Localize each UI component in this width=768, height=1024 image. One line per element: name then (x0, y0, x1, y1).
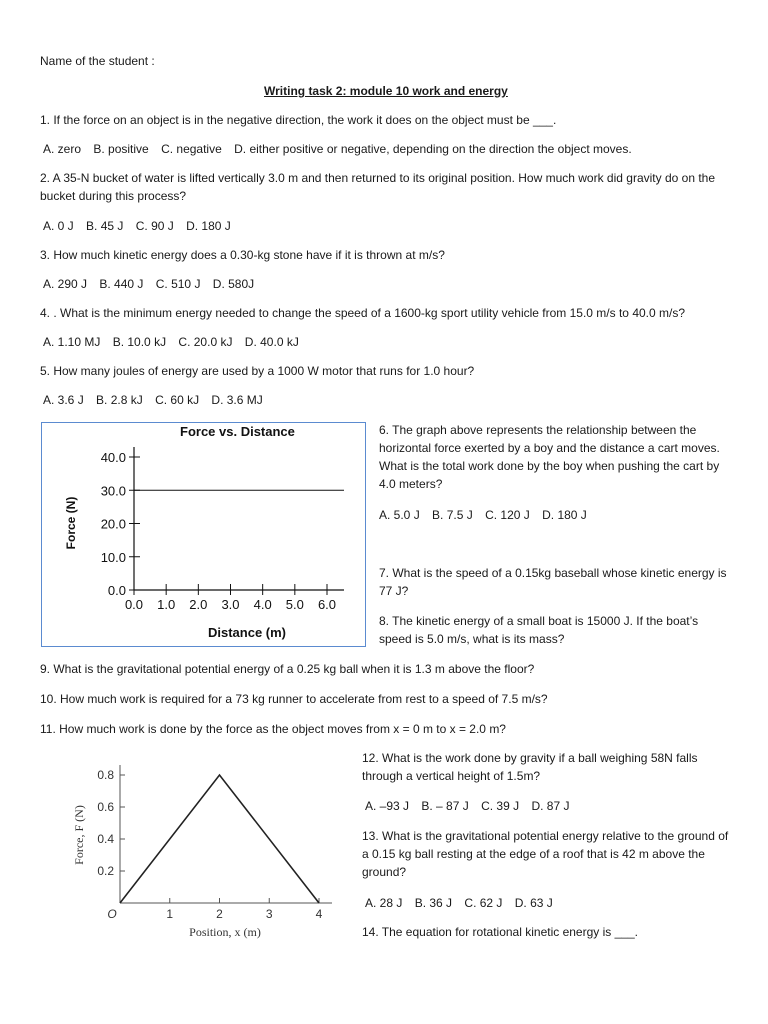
y-tick-label: 0.6 (97, 800, 114, 814)
x-tick-label: 5.0 (285, 597, 304, 612)
page-title: Writing task 2: module 10 work and energy (264, 84, 508, 98)
question-4: 4. . What is the minimum energy needed to change the speed of a 1600-kg sport utility vehicle from 15.0 m/s to 40.0 m/s? (40, 306, 686, 320)
y-tick-label: 10.0 (100, 549, 126, 565)
option: A. 5.0 J (379, 508, 420, 522)
question-5-options (43, 391, 272, 409)
y-tick-label: 0.8 (97, 768, 114, 782)
option: A. zero (43, 142, 82, 156)
option: A. 290 J (43, 277, 88, 291)
y-tick-label: 0.2 (97, 864, 114, 878)
option: D. 63 J (514, 896, 553, 910)
x-tick-label: O (107, 907, 117, 921)
option: C. 510 J (155, 277, 201, 291)
x-tick-label: 3.0 (221, 597, 240, 612)
option: D. either positive or negative, depending on the direction the object moves. (234, 142, 632, 156)
option: C. negative (161, 142, 222, 156)
question-12: 12. What is the work done by gravity if a ball weighing 58N falls through a vertical height of 1.5m? (362, 751, 698, 783)
force-distance-chart-frame (41, 422, 366, 647)
question-10: 10. How much work is required for a 73 kg runner to accelerate from rest to a speed of 7.5 m/s? (40, 692, 548, 706)
option: D. 87 J (531, 799, 570, 813)
x-axis-label: Position, x (m) (189, 925, 261, 939)
option: B. – 87 J (421, 799, 469, 813)
option: D. 40.0 kJ (244, 335, 299, 349)
question-5: 5. How many joules of energy are used by a 1000 W motor that runs for 1.0 hour? (40, 364, 475, 378)
option: A. 1.10 MJ (43, 335, 101, 349)
question-8: 8. The kinetic energy of a small boat is 15000 J. If the boat’s speed is 5.0 m/s, what is its mass? (379, 614, 699, 646)
y-tick-label: 30.0 (100, 483, 126, 499)
option: D. 3.6 MJ (211, 393, 263, 407)
x-tick-label: 1 (166, 907, 174, 921)
option: B. 2.8 kJ (96, 393, 143, 407)
option: B. 10.0 kJ (112, 335, 167, 349)
chart-axes (101, 447, 344, 612)
option: D. 180 J (542, 508, 587, 522)
question-13-options (365, 894, 562, 912)
question-7: 7. What is the speed of a 0.15kg baseball whose kinetic energy is 77 J? (379, 566, 727, 598)
option: B. 440 J (99, 277, 144, 291)
x-tick-label: 3 (265, 907, 273, 921)
x-tick-label: 2.0 (189, 597, 208, 612)
student-name-label: Name of the student : (40, 54, 155, 68)
force-distance-chart (42, 423, 365, 646)
option: C. 120 J (485, 508, 530, 522)
x-tick-label: 0.0 (124, 597, 144, 612)
question-2-options (43, 217, 240, 235)
x-tick-label: 1.0 (157, 597, 176, 612)
question-1-options (43, 140, 641, 158)
x-tick-label: 6.0 (317, 597, 337, 612)
x-tick-label: 4 (315, 907, 323, 921)
option: B. 7.5 J (432, 508, 473, 522)
chart-series (120, 775, 319, 903)
x-tick-label: 2 (216, 907, 223, 921)
option: C. 20.0 kJ (178, 335, 233, 349)
question-3: 3. How much kinetic energy does a 0.30-kg stone have if it is thrown at m/s? (40, 248, 445, 262)
y-axis-label: Force, F (N) (72, 805, 86, 865)
option: C. 62 J (464, 896, 503, 910)
question-9: 9. What is the gravitational potential energy of a 0.25 kg ball when it is 1.3 m above the floor? (40, 662, 535, 676)
y-axis-label: Force (N) (64, 496, 78, 550)
option: C. 39 J (481, 799, 520, 813)
y-tick-label: 0.4 (97, 832, 114, 846)
option: A. 28 J (365, 896, 403, 910)
question-4-options (43, 333, 308, 351)
question-6: 6. The graph above represents the relationship between the horizontal force exerted by a boy and the distance a cart moves. What is the total work done by the boy when pushing the cart by 4.0 meters? (379, 423, 720, 491)
option: B. 45 J (86, 219, 124, 233)
option: A. 0 J (43, 219, 74, 233)
question-6-options (379, 506, 596, 524)
chart-axes (97, 765, 332, 921)
question-3-options (43, 275, 263, 293)
question-2: 2. A 35-N bucket of water is lifted vertically 3.0 m and then returned to its original position. How much work did gravity do on the bucket during this process? (40, 171, 716, 203)
question-14: 14. The equation for rotational kinetic energy is ___. (362, 925, 638, 939)
y-tick-label: 20.0 (100, 516, 126, 532)
option: B. positive (93, 142, 149, 156)
chart-title: Force vs. Distance (180, 424, 295, 439)
x-axis-label: Distance (m) (207, 625, 287, 640)
x-tick-label: 4.0 (253, 597, 272, 612)
question-12-options (365, 797, 578, 815)
force-position-chart (70, 755, 340, 950)
option: D. 180 J (186, 219, 231, 233)
option: C. 60 kJ (155, 393, 200, 407)
question-1: 1. If the force on an object is in the negative direction, the work it does on the object must be ___. (40, 113, 557, 127)
option: A. –93 J (365, 799, 410, 813)
force-series-line (120, 775, 319, 903)
option: B. 36 J (414, 896, 453, 910)
option: D. 580J (212, 277, 255, 291)
option: A. 3.6 J (43, 393, 84, 407)
question-13: 13. What is the gravitational potential energy relative to the ground of a 0.15 kg ball resting at the edge of a roof that is 42 m above the ground? (362, 829, 729, 879)
y-tick-label: 0.0 (107, 583, 126, 598)
question-11: 11. How much work is done by the force as the object moves from x = 0 m to x = 2.0 m? (40, 722, 506, 736)
y-tick-label: 40.0 (100, 450, 126, 465)
option: C. 90 J (135, 219, 174, 233)
